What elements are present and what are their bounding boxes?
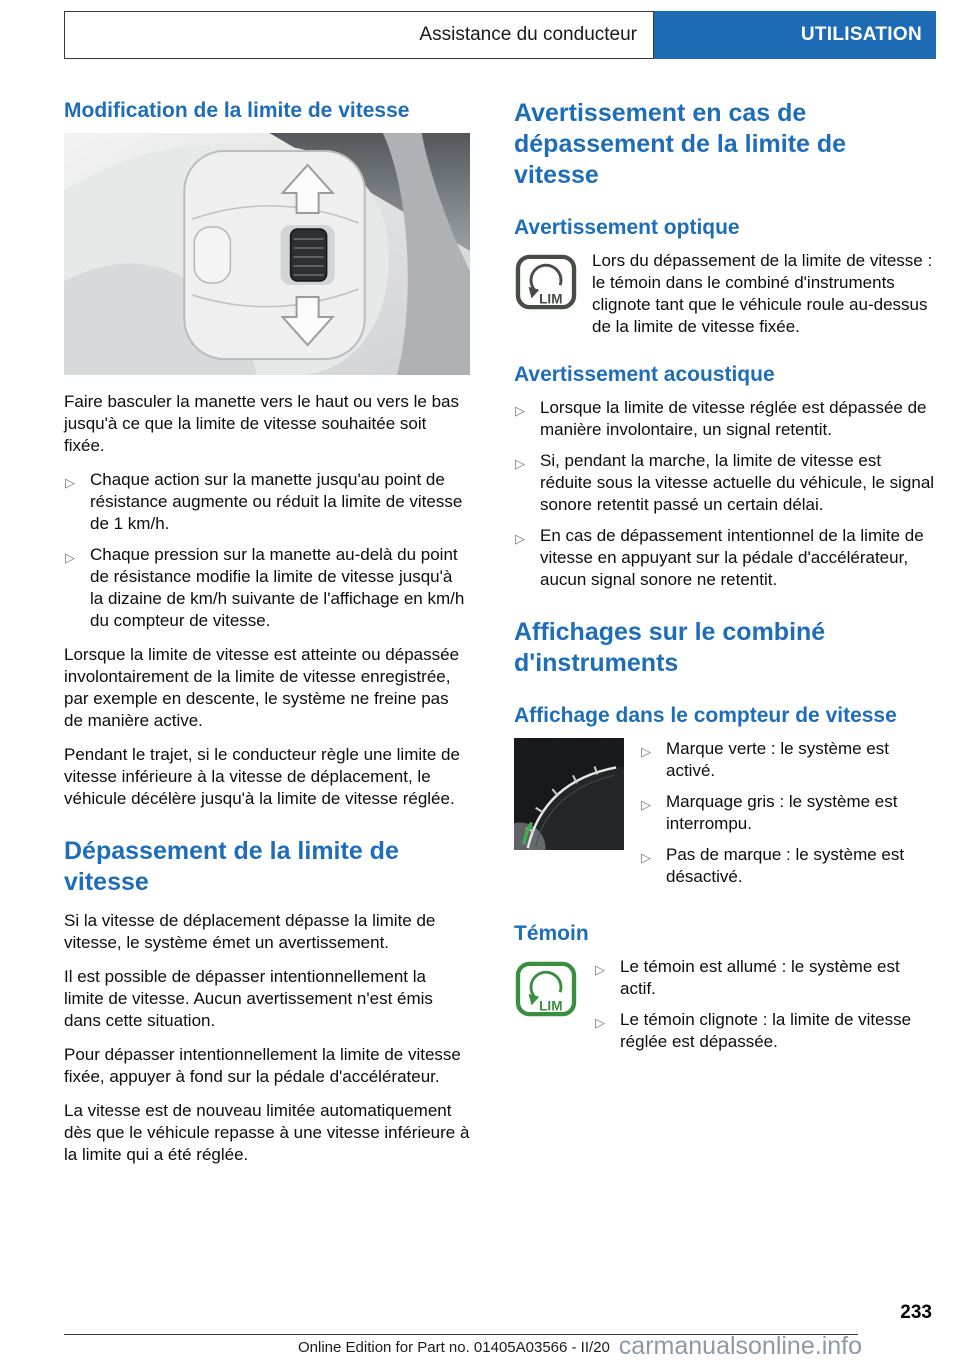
list-item-text: Chaque pression sur la manette au-delà du point de résistance modifie la limite de vitesse jusqu'à la dizaine de km/h suivante de l'affichage en km/h du compteur de vitesse. [90, 545, 465, 630]
watermark-text: carmanualsonline.info [618, 1332, 862, 1360]
steering-wheel-illustration [64, 133, 470, 375]
list-item [64, 544, 470, 632]
section-tab: UTILISATION [654, 11, 936, 59]
speedometer-image [514, 738, 624, 850]
bullet-list [594, 956, 936, 1062]
list-item-text: Pas de marque : le système est désactivé. [666, 845, 905, 886]
paragraph: La vitesse est de nouveau limitée automatiquement dès que le véhicule repasse à une vitesse inférieure à la limite qui a été réglée. [64, 1101, 470, 1164]
speedometer-block [514, 738, 936, 897]
list-item [640, 738, 936, 782]
list-item-text: Le témoin est allumé : le système est actif. [620, 957, 900, 998]
triangle-bullet-icon: ▷ [65, 475, 75, 490]
bullet-list [514, 397, 936, 591]
speedometer-illustration [514, 738, 624, 850]
sub-heading-acoustique: Avertissement acoustique [514, 363, 775, 386]
page-header [64, 11, 936, 59]
sub-heading-compteur: Affichage dans le compteur de vitesse [514, 704, 897, 727]
sub-heading-temoin: Témoin [514, 922, 589, 945]
lim-icon-wrap [514, 253, 578, 311]
triangle-bullet-icon: ▷ [641, 850, 651, 865]
steering-wheel-image [64, 133, 470, 375]
triangle-bullet-icon: ▷ [515, 531, 525, 546]
list-item-text: Le témoin clignote : la limite de vitesse réglée est dépassée. [620, 1010, 912, 1051]
paragraph: Il est possible de dépasser intentionnellement la limite de vitesse. Aucun avertissement n'est émis dans cette situation. [64, 967, 433, 1030]
triangle-bullet-icon: ▷ [641, 797, 651, 812]
optical-warning-block [514, 250, 936, 338]
bullet-list [640, 738, 936, 897]
list-item-text: En cas de dépassement intentionnel de la limite de vitesse en appuyant sur la pédale d'accélérateur, aucun signal sonore ne retentit. [540, 526, 924, 589]
footer-edition-text: Online Edition for Part no. 01405A03566 - II/20 [298, 1339, 610, 1356]
paragraph: Lorsque la limite de vitesse est atteinte ou dépassée involontairement de la limite de vitesse enregistrée, par exemple en descente, le système ne freine pas de manière active. [64, 645, 460, 730]
list-item [514, 397, 936, 441]
section-heading-depassement: Dépassement de la limite de vitesse [64, 837, 399, 896]
list-item-text: Marquage gris : le système est interrompu. [666, 792, 898, 833]
triangle-bullet-icon: ▷ [641, 744, 651, 759]
left-column [64, 98, 470, 1178]
paragraph: Pour dépasser intentionnellement la limite de vitesse fixée, appuyer à fond sur la pédale d'accélérateur. [64, 1045, 461, 1086]
paragraph: Faire basculer la manette vers le haut ou vers le bas jusqu'à ce que la limite de vitesse souhaitée soit fixée. [64, 392, 459, 455]
bullet-list [64, 469, 470, 632]
list-item [640, 844, 936, 888]
lim-icon-wrap [514, 956, 578, 1018]
list-item [514, 450, 936, 516]
list-item-text: Lorsque la limite de vitesse réglée est dépassée de manière involontaire, un signal retentit. [540, 398, 927, 439]
section-heading-modification: Modification de la limite de vitesse [64, 99, 410, 122]
triangle-bullet-icon: ▷ [515, 456, 525, 471]
lim-indicator-icon [514, 253, 578, 311]
triangle-bullet-icon: ▷ [515, 403, 525, 418]
paragraph: Pendant le trajet, si le conducteur règle une limite de vitesse inférieure à la vitesse de déplacement, le véhicule décélère jusqu'à la limite de vitesse réglée. [64, 745, 460, 808]
lim-icon-label: LIM [539, 291, 563, 307]
main-content [64, 98, 936, 1178]
paragraph: Lors du dépassement de la limite de vitesse : le témoin dans le combiné d'instruments clignote tant que le véhicule roule au-dessus de la limite de vitesse fixée. [592, 251, 933, 336]
section-heading-affichages: Affichages sur le combiné d'instruments [514, 618, 826, 677]
list-item-text: Marque verte : le système est activé. [666, 739, 889, 780]
triangle-bullet-icon: ▷ [595, 1015, 605, 1030]
lim-indicator-icon-green [514, 960, 578, 1018]
list-item-text: Si, pendant la marche, la limite de vitesse est réduite sous la vitesse actuelle du véhicule, le signal sonore retentit passé un certain délai. [540, 451, 935, 514]
temoin-block [514, 956, 936, 1074]
triangle-bullet-icon: ▷ [595, 962, 605, 977]
breadcrumb: Assistance du conducteur [64, 11, 654, 59]
paragraph: Si la vitesse de déplacement dépasse la limite de vitesse, le système émet un avertissement. [64, 911, 436, 952]
section-heading-avertissement: Avertissement en cas de dépassement de la limite de vitesse [514, 99, 847, 189]
list-item [64, 469, 470, 535]
lim-icon-label: LIM [539, 998, 563, 1014]
list-item [640, 791, 936, 835]
triangle-bullet-icon: ▷ [65, 550, 75, 565]
list-item [594, 1009, 936, 1053]
page-number: 233 [900, 1302, 932, 1323]
list-item [594, 956, 936, 1000]
list-item-text: Chaque action sur la manette jusqu'au point de résistance augmente ou réduit la limite de vitesse de 1 km/h. [90, 470, 463, 533]
list-item [514, 525, 936, 591]
right-column [514, 98, 936, 1178]
sub-heading-optique: Avertissement optique [514, 216, 740, 239]
